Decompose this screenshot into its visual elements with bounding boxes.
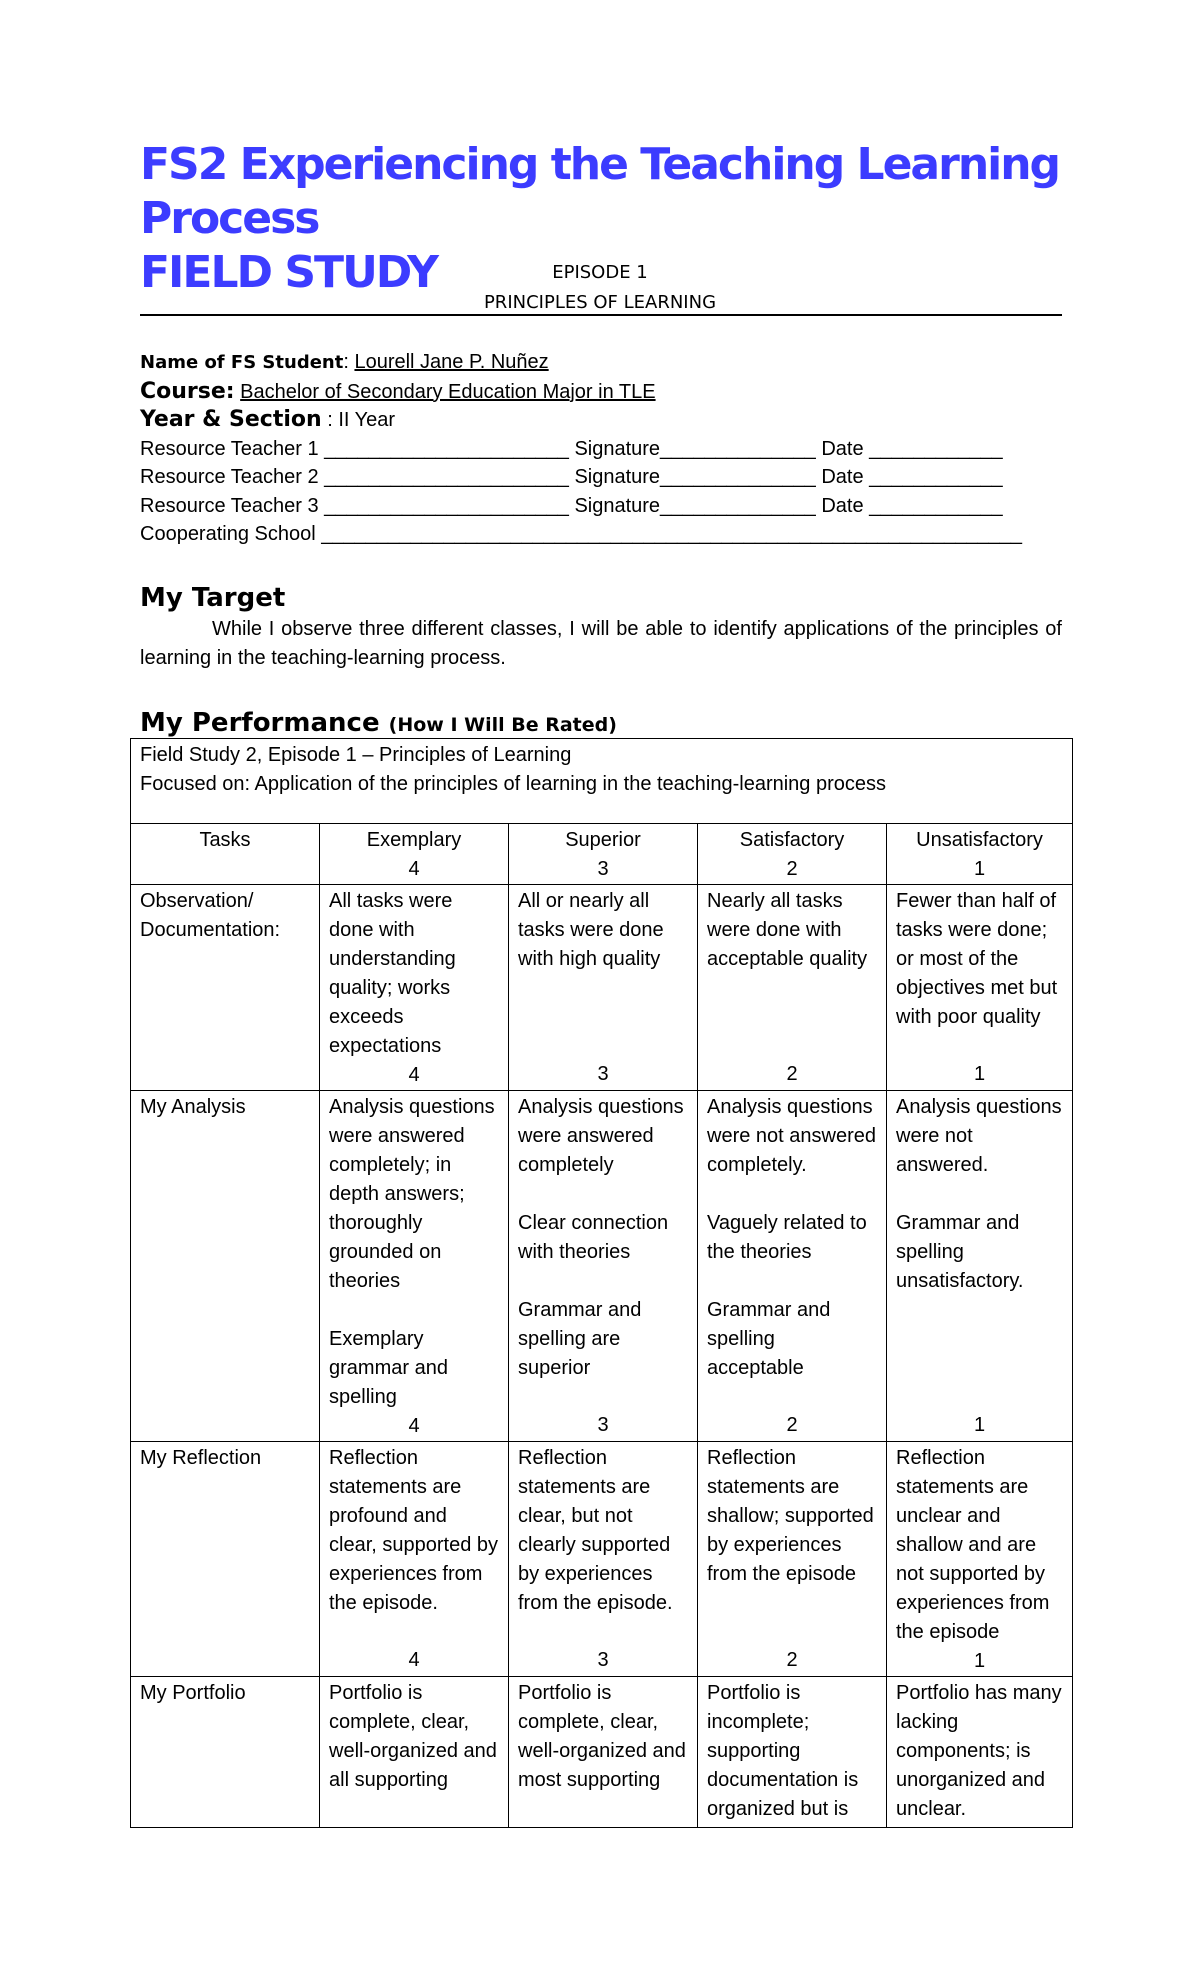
my-performance-subtitle: (How I Will Be Rated) — [388, 714, 617, 736]
resource-teacher-2-line: Resource Teacher 2 ______________________ Signature______________ Date ____________ — [140, 466, 1003, 488]
my-target-text: While I observe three different classes, I will be able to identify applications of the principles of learning in the teaching-learning process. — [140, 618, 1062, 669]
column-score: 3 — [597, 858, 609, 880]
rubric-body — [131, 885, 1073, 1828]
student-info — [140, 348, 1080, 549]
episode-number: EPISODE 1 — [552, 262, 648, 283]
year-section-label: Year & Section — [140, 407, 322, 432]
rubric-cell-text: Analysis questions were not answered completely. Vaguely related to the theories Grammar and spelling acceptable — [707, 1096, 876, 1379]
rubric-cell — [698, 1442, 887, 1677]
rubric-task-label: My Analysis — [140, 1096, 246, 1118]
rubric-cell — [320, 1091, 509, 1442]
rubric-cell-text: All tasks were done with understanding quality; works exceeds expectations — [329, 890, 456, 1057]
rubric-cell-text: Portfolio is complete, clear, well-organized and all supporting — [329, 1682, 497, 1791]
course-label: Course: — [140, 378, 235, 404]
title-line-1: FS2 Experiencing the Teaching Learning Process — [140, 139, 1060, 244]
rubric-task-cell — [131, 1677, 320, 1828]
my-performance-heading — [140, 708, 617, 740]
rubric-cell-text: Analysis questions were answered completely Clear connection with theories Grammar and spelling are superior — [518, 1096, 684, 1379]
cooperating-school-line: Cooperating School _______________________________________________________________ — [140, 523, 1022, 545]
rubric-cell-score: 1 — [973, 1650, 986, 1672]
rubric-row — [131, 1091, 1073, 1442]
student-name-line: Name of FS Student: Lourell Jane P. Nuñez — [140, 351, 549, 373]
rubric-cell-text: Analysis questions were not answered. Grammar and spelling unsatisfactory. — [896, 1096, 1062, 1292]
resource-teacher-3-line: Resource Teacher 3 ______________________ Signature______________ Date ____________ — [140, 494, 1003, 517]
rubric-cell-text: Portfolio has many lacking components; is unorganized and unclear. — [896, 1682, 1062, 1820]
rubric-cell — [887, 1442, 1073, 1677]
rubric-columns-row — [131, 824, 1073, 885]
rubric-cell — [698, 885, 887, 1091]
column-label: Unsatisfactory — [916, 829, 1043, 851]
column-label: Satisfactory — [739, 829, 845, 851]
rubric-cell-score: 4 — [408, 1415, 420, 1437]
rubric-cell — [509, 885, 698, 1091]
column-label: Exemplary — [366, 829, 462, 851]
rubric-cell-text: Reflection statements are shallow; supported by experiences from the episode — [707, 1447, 874, 1585]
rubric-row — [131, 1677, 1073, 1828]
title-line-2: FIELD STUDY — [140, 247, 437, 298]
student-name-label: Name of FS Student — [140, 352, 344, 373]
column-superior — [509, 824, 698, 885]
rubric-cell — [320, 885, 509, 1091]
rubric-task-label: Observation/ Documentation: — [140, 890, 281, 941]
rubric-cell-score: 2 — [786, 1414, 798, 1436]
rubric-cell-score: 3 — [597, 1063, 609, 1085]
my-target-heading: My Target — [140, 583, 286, 613]
rubric-cell-text: All or nearly all tasks were done with high quality — [518, 890, 664, 970]
column-tasks — [131, 824, 320, 885]
rubric-cell — [509, 1091, 698, 1442]
year-section-value: : II Year — [327, 409, 396, 431]
rubric-cell — [698, 1677, 887, 1828]
student-name-value: Lourell Jane P. Nuñez — [354, 351, 549, 373]
column-label: Superior — [565, 829, 641, 851]
rubric-cell-score: 3 — [597, 1649, 609, 1671]
my-performance-title: My Performance — [140, 708, 380, 738]
rubric-table — [130, 738, 1073, 1828]
rubric-cell-text: Portfolio is complete, clear, well-organized and most supporting — [518, 1682, 686, 1791]
rubric-cell — [320, 1442, 509, 1677]
episode-name: PRINCIPLES OF LEARNING — [483, 292, 717, 313]
rubric-header-row — [131, 739, 1073, 824]
rubric-cell — [698, 1091, 887, 1442]
rubric-cell — [320, 1677, 509, 1828]
rubric-cell — [887, 1677, 1073, 1828]
rubric-task-cell — [131, 885, 320, 1091]
column-score: 4 — [408, 858, 420, 880]
rubric-cell — [887, 1091, 1073, 1442]
rubric-cell-text: Portfolio is incomplete; supporting documentation is organized but is — [707, 1682, 859, 1820]
rubric-cell-text: Fewer than half of tasks were done; or most of the objectives met but with poor quality — [896, 890, 1058, 1028]
column-satisfactory — [698, 824, 887, 885]
rubric-header-line-2: Focused on: Application of the principles of learning in the teaching-learning process — [140, 773, 887, 795]
rubric-cell-score: 3 — [597, 1414, 609, 1436]
rubric-cell-text: Analysis questions were answered completely; in depth answers; thoroughly grounded on theories Exemplary grammar and spelling — [329, 1096, 495, 1408]
column-exemplary — [320, 824, 509, 885]
rubric-cell-score: 4 — [408, 1649, 420, 1671]
rubric-row — [131, 1442, 1073, 1677]
course-line — [140, 378, 1080, 407]
rubric-cell — [509, 1677, 698, 1828]
course-value: Bachelor of Secondary Education Major in TLE — [240, 380, 656, 403]
resource-teacher-1-line: Resource Teacher 1 ______________________ Signature______________ Date ____________ — [140, 437, 1003, 460]
rubric-cell-text: Reflection statements are profound and clear, supported by experiences from the episode. — [329, 1447, 498, 1614]
column-label: Tasks — [199, 829, 251, 851]
rubric-cell-text: Reflection statements are unclear and shallow and are not supported by experiences from the episode — [896, 1447, 1050, 1643]
rubric-cell-text: Reflection statements are clear, but not clearly supported by experiences from the episode. — [518, 1447, 673, 1614]
rubric-cell-score: 4 — [408, 1064, 420, 1086]
rubric-cell-text: Nearly all tasks were done with acceptable quality — [707, 890, 868, 970]
rubric-header — [131, 739, 1073, 824]
rubric-cell-score: 1 — [973, 1414, 986, 1436]
column-unsatisfactory — [887, 824, 1073, 885]
rubric-cell-score: 1 — [973, 1063, 986, 1085]
rubric-cell-score: 2 — [786, 1063, 798, 1085]
rubric-cell — [887, 885, 1073, 1091]
rubric-task-label: My Reflection — [140, 1447, 262, 1469]
year-section-line — [140, 406, 1080, 435]
rubric-cell — [509, 1442, 698, 1677]
rubric-task-cell — [131, 1091, 320, 1442]
column-score: 1 — [973, 858, 986, 880]
rubric-task-label: My Portfolio — [140, 1682, 246, 1704]
rubric-cell-score: 2 — [786, 1649, 798, 1671]
episode-heading — [140, 258, 1060, 318]
rubric-row — [131, 885, 1073, 1091]
rubric-header-line-1: Field Study 2, Episode 1 – Principles of Learning — [140, 744, 572, 766]
rubric-task-cell — [131, 1442, 320, 1677]
column-score: 2 — [786, 858, 798, 880]
divider — [140, 314, 1062, 316]
